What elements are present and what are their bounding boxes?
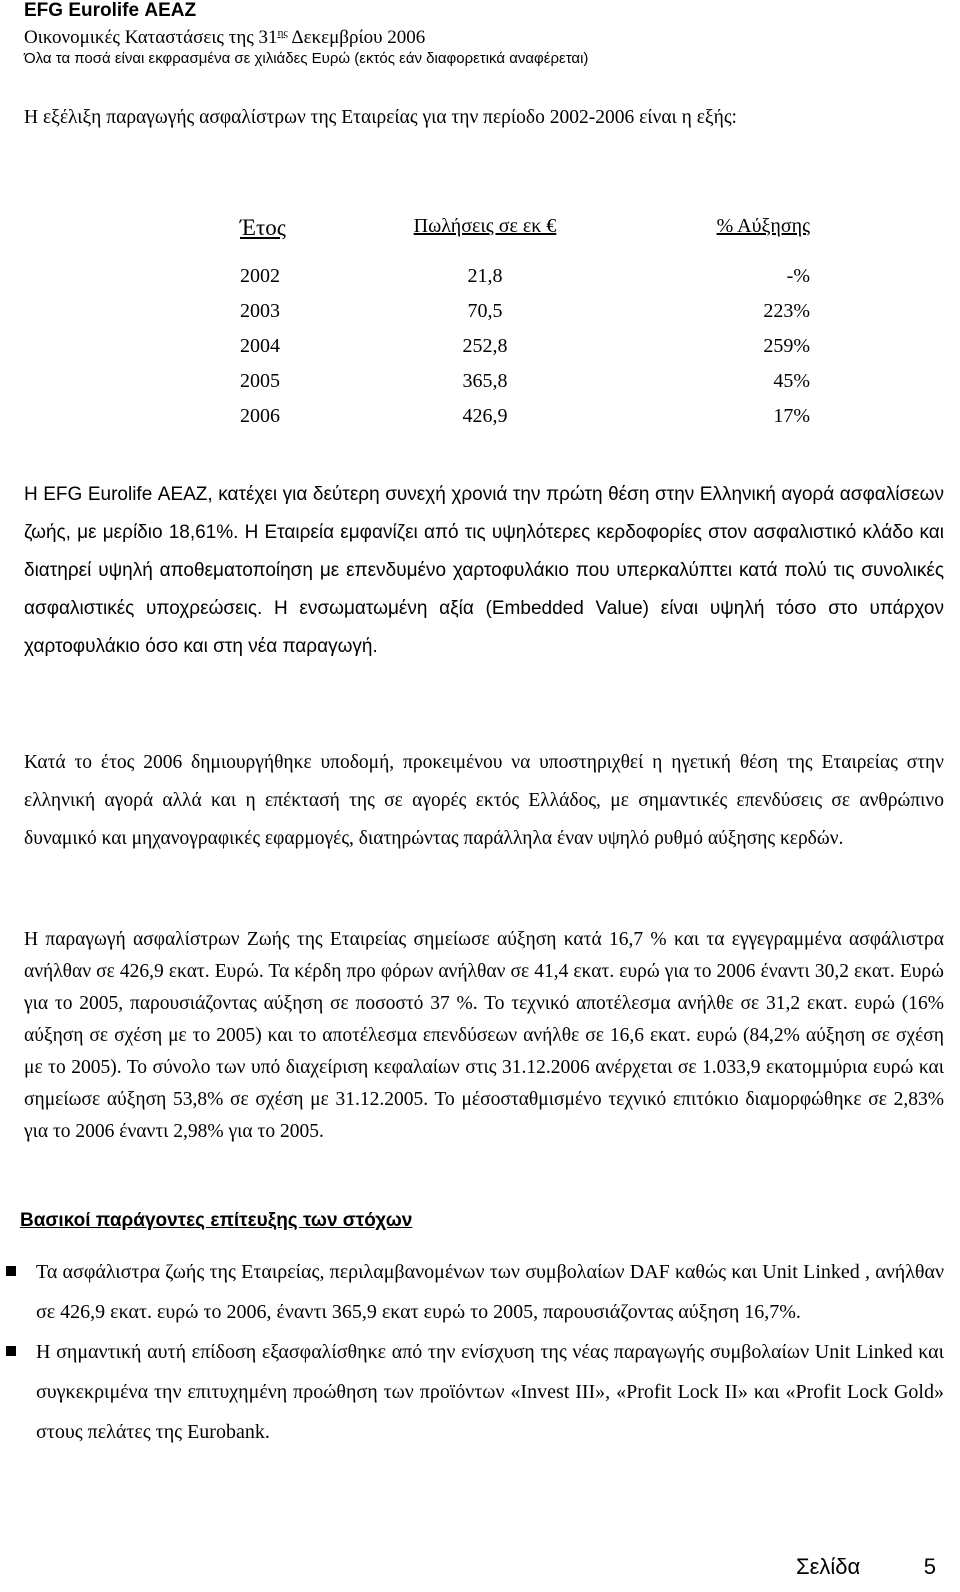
key-factors-list xyxy=(0,1252,944,1452)
company-name: EFG Eurolife ΑΕΑΖ xyxy=(24,0,197,21)
page-number: 5 xyxy=(923,1554,936,1579)
square-bullet-icon xyxy=(6,1346,16,1356)
year-cell: 2006 xyxy=(240,405,280,427)
market-position-paragraph: Η EFG Eurolife ΑΕΑΖ, κατέχει για δεύτερη συνεχή χρονιά την πρώτη θέση στην Ελληνική αγορά ασφαλίσεων ζωής, με μερίδιο 18,61%. Η Εταιρεία εμφανίζει από τις υψηλότερες κερδοφορίες στον ασφαλιστικό κλάδο και διατηρεί υψηλή αποθεματοποίηση με επενδυμένο χαρτοφυλάκιο που υπερκαλύπτει κατά πολύ τις συνολικές ασφαλιστικές υποχρεώσεις. Η ενσωματωμένη αξία (Embedded Value) είναι υψηλή τόσο στο υπάρχον χαρτοφυλάκιο όσο και στη νέα παραγωγή. xyxy=(24,484,944,657)
table-row xyxy=(240,399,810,434)
table-row xyxy=(240,259,810,294)
table-row xyxy=(240,329,810,364)
sales-cell: 70,5 xyxy=(467,300,503,322)
year-cell: 2004 xyxy=(240,335,280,357)
table-row xyxy=(240,294,810,329)
page-number-footer xyxy=(796,1554,946,1580)
premium-production-table xyxy=(240,215,810,434)
table-row xyxy=(240,364,810,399)
growth-cell: 223% xyxy=(763,300,810,322)
list-item xyxy=(0,1252,944,1332)
page-header xyxy=(24,0,588,69)
statements-title xyxy=(24,22,588,49)
production-results-paragraph: Η παραγωγή ασφαλίστρων Ζωής της Εταιρείας σημείωσε αύξηση κατά 16,7 % και τα εγγεγραμμένα ασφάλιστρα ανήλθαν σε 426,9 εκατ. Ευρώ. Τα κέρδη προ φόρων ανήλθαν σε 41,4 εκατ. ευρώ για το 2006 έναντι 30,2 εκατ. Ευρώ για το 2005, παρουσιάζοντας αύξηση σε ποσοστό 37 %. Το τεχνικό αποτέλεσμα ανήλθε σε 31,2 εκατ. ευρώ (16% αύξηση σε σχέση με το 2005) και το αποτέλεσμα επενδύσεων ανήλθε σε 16,6 εκατ. ευρώ (84,2% αύξηση σε σχέση με το 2005). Το σύνολο των υπό διαχείριση κεφαλαίων στις 31.12.2006 ανέρχεται σε 1.033,9 εκατομμύρια ευρώ και σημείωσε αύξηση 53,8% σε σχέση με 31.12.2005. Το μέσοσταθμισμένο τεχνικό επιτόκιο διαμορφώθηκε σε 2,83% για το 2006 έναντι 2,98% για το 2005. xyxy=(24,929,944,1142)
growth-cell: -% xyxy=(786,265,810,287)
sales-cell: 426,9 xyxy=(462,405,508,427)
list-item-text: Τα ασφάλιστρα ζωής της Εταιρείας, περιλαμβανομένων των συμβολαίων DAF καθώς και Unit Linked , ανήλθαν σε 426,9 εκατ. ευρώ το 2006, έναντι 365,9 εκατ ευρώ το 2005, παρουσιάζοντας αύξηση 16,7%. xyxy=(36,1261,944,1323)
table-header-row xyxy=(240,215,810,259)
key-factors-heading: Βασικοί παράγοντες επίτευξης των στόχων xyxy=(20,1210,413,1231)
currency-note: Όλα τα ποσά είναι εκφρασμένα σε χιλιάδες Ευρώ (εκτός εάν διαφορετικά αναφέρεται) xyxy=(24,50,589,67)
infrastructure-paragraph: Κατά το έτος 2006 δημιουργήθηκε υποδομή, προκειμένου να υποστηριχθεί η ηγετική θέση της Εταιρείας στην ελληνική αγορά αλλά και η επέκτασή της σε αγορές εκτός Ελλάδος, με σημαντικές επενδύσεις σε ανθρώπινο δυναμικό και μηχανογραφικές εφαρμογές, διατηρώντας παράλληλα έναν υψηλό ρυθμό αύξησης κερδών. xyxy=(24,752,944,849)
list-item xyxy=(0,1332,944,1452)
year-cell: 2003 xyxy=(240,300,280,322)
growth-cell: 259% xyxy=(763,335,810,357)
title-superscript: ης xyxy=(277,27,288,39)
square-bullet-icon xyxy=(6,1266,16,1276)
sales-cell: 21,8 xyxy=(467,265,503,287)
sales-cell: 365,8 xyxy=(462,370,508,392)
intro-paragraph: Η εξέλιξη παραγωγής ασφαλίστρων της Εταιρείας για την περίοδο 2002-2006 είναι η εξής: xyxy=(24,107,737,128)
year-cell: 2005 xyxy=(240,370,280,392)
col-growth-header: % Αύξησης xyxy=(716,215,810,237)
col-sales-header: Πωλήσεις σε εκ € xyxy=(413,215,557,237)
growth-cell: 17% xyxy=(773,405,810,427)
growth-cell: 45% xyxy=(773,370,810,392)
page-label: Σελίδα xyxy=(796,1554,861,1579)
sales-cell: 252,8 xyxy=(462,335,508,357)
title-suffix: Δεκεμβρίου 2006 xyxy=(287,27,426,48)
col-year-header: Έτος xyxy=(240,215,286,240)
list-item-text: Η σημαντική αυτή επίδοση εξασφαλίσθηκε από την ενίσχυση της νέας παραγωγής συμβολαίων Unit Linked και συγκεκριμένα την επιτυχημένη προώθηση των προϊόντων «Invest III», «Profit Lock II» και «Profit Lock Gold» στους πελάτες της Eurobank. xyxy=(36,1341,944,1443)
year-cell: 2002 xyxy=(240,265,280,287)
title-prefix: Οικονομικές Καταστάσεις της 31 xyxy=(24,27,278,48)
